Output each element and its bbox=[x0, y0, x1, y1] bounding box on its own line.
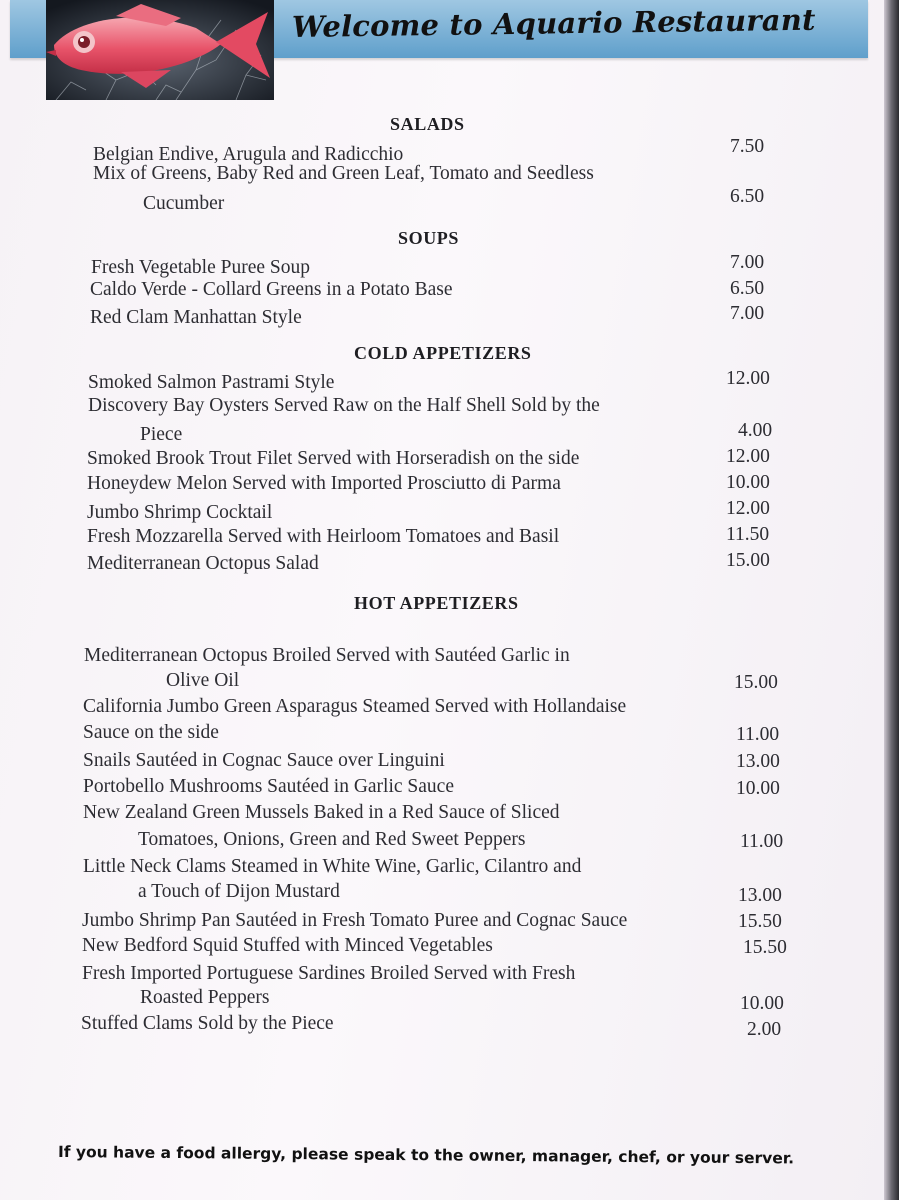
section-title-hot: HOT APPETIZERS bbox=[354, 593, 519, 613]
menu-item-text: Jumbo Shrimp Pan Sautéed in Fresh Tomato Puree and Cognac Sauce bbox=[82, 910, 628, 931]
menu-item-text: Sauce on the side bbox=[83, 722, 219, 743]
menu-item-price: 7.00 bbox=[730, 303, 765, 324]
allergy-note: If you have a food allergy, please speak to the owner, manager, chef, or your server. bbox=[57, 1143, 795, 1168]
menu-item-price: 11.50 bbox=[726, 524, 770, 545]
menu-item-text: Smoked Brook Trout Filet Served with Horseradish on the side bbox=[87, 448, 580, 469]
menu-item-price: 10.00 bbox=[726, 472, 770, 493]
menu-item-text: Snails Sautéed in Cognac Sauce over Linguini bbox=[83, 750, 445, 771]
menu-item-text: Mediterranean Octopus Broiled Served with Sautéed Garlic in bbox=[84, 645, 570, 666]
menu-item-text: Smoked Salmon Pastrami Style bbox=[88, 372, 335, 393]
menu-item-text: Belgian Endive, Arugula and Radicchio bbox=[93, 144, 404, 165]
menu-item-price: 11.00 bbox=[740, 831, 784, 852]
menu-item-text: Honeydew Melon Served with Imported Prosciutto di Parma bbox=[87, 473, 561, 494]
menu-item-price: 13.00 bbox=[738, 885, 782, 906]
menu-item-text: Caldo Verde - Collard Greens in a Potato Base bbox=[90, 279, 453, 300]
menu-item-text: Stuffed Clams Sold by the Piece bbox=[81, 1013, 334, 1034]
menu-item-text: California Jumbo Green Asparagus Steamed Served with Hollandaise bbox=[83, 696, 627, 717]
menu-item-price: 12.00 bbox=[726, 498, 770, 519]
menu-item-price: 10.00 bbox=[736, 778, 780, 799]
menu-item-price: 15.00 bbox=[726, 550, 770, 571]
menu-item-text: Portobello Mushrooms Sautéed in Garlic Sauce bbox=[83, 776, 454, 797]
menu-item-text: Cucumber bbox=[143, 193, 225, 214]
restaurant-title: Welcome to Aquario Restaurant bbox=[291, 2, 816, 44]
menu-item-text: Fresh Mozzarella Served with Heirloom Tomatoes and Basil bbox=[87, 526, 560, 547]
section-title-soups: SOUPS bbox=[398, 228, 460, 248]
menu-item-text: Red Clam Manhattan Style bbox=[90, 307, 302, 328]
menu-item-price: 13.00 bbox=[736, 751, 780, 772]
menu-item-price: 6.50 bbox=[730, 186, 765, 207]
menu-item-text: a Touch of Dijon Mustard bbox=[138, 881, 340, 902]
menu-item-price: 2.00 bbox=[747, 1019, 782, 1040]
menu-item-text: New Zealand Green Mussels Baked in a Red Sauce of Sliced bbox=[83, 802, 560, 823]
menu-item-price: 11.00 bbox=[736, 724, 780, 745]
menu-item-price: 4.00 bbox=[738, 420, 773, 441]
menu-item-text: Piece bbox=[140, 424, 183, 445]
section-title-salads: SALADS bbox=[390, 114, 465, 134]
red-fish-icon bbox=[46, 0, 274, 100]
menu-item-text: Fresh Imported Portuguese Sardines Broiled Served with Fresh bbox=[82, 963, 576, 984]
menu-item-price: 12.00 bbox=[726, 446, 770, 467]
menu-item-price: 12.00 bbox=[726, 368, 770, 389]
menu-item-price: 6.50 bbox=[730, 278, 765, 299]
menu-item-price: 10.00 bbox=[740, 993, 784, 1014]
menu-item-text: Mediterranean Octopus Salad bbox=[87, 553, 319, 574]
menu-item-price: 15.50 bbox=[743, 937, 787, 958]
page-edge-shadow bbox=[884, 0, 899, 1200]
menu-item-text: Olive Oil bbox=[166, 670, 240, 691]
menu-item-text: Jumbo Shrimp Cocktail bbox=[87, 502, 273, 523]
menu-item-text: Tomatoes, Onions, Green and Red Sweet Peppers bbox=[138, 829, 526, 850]
menu-item-text: Fresh Vegetable Puree Soup bbox=[91, 257, 310, 278]
menu-item-price: 7.00 bbox=[730, 252, 765, 273]
section-title-cold: COLD APPETIZERS bbox=[354, 343, 532, 363]
menu-item-text: New Bedford Squid Stuffed with Minced Vegetables bbox=[82, 935, 493, 956]
menu-item-text: Mix of Greens, Baby Red and Green Leaf, Tomato and Seedless bbox=[93, 163, 594, 184]
menu-item-price: 15.00 bbox=[734, 672, 778, 693]
menu-item-text: Roasted Peppers bbox=[140, 987, 270, 1008]
menu-item-text: Discovery Bay Oysters Served Raw on the Half Shell Sold by the bbox=[88, 395, 600, 416]
menu-item-text: Little Neck Clams Steamed in White Wine, Garlic, Cilantro and bbox=[83, 856, 582, 877]
menu-item-price: 15.50 bbox=[738, 911, 782, 932]
menu-item-price: 7.50 bbox=[730, 136, 765, 157]
